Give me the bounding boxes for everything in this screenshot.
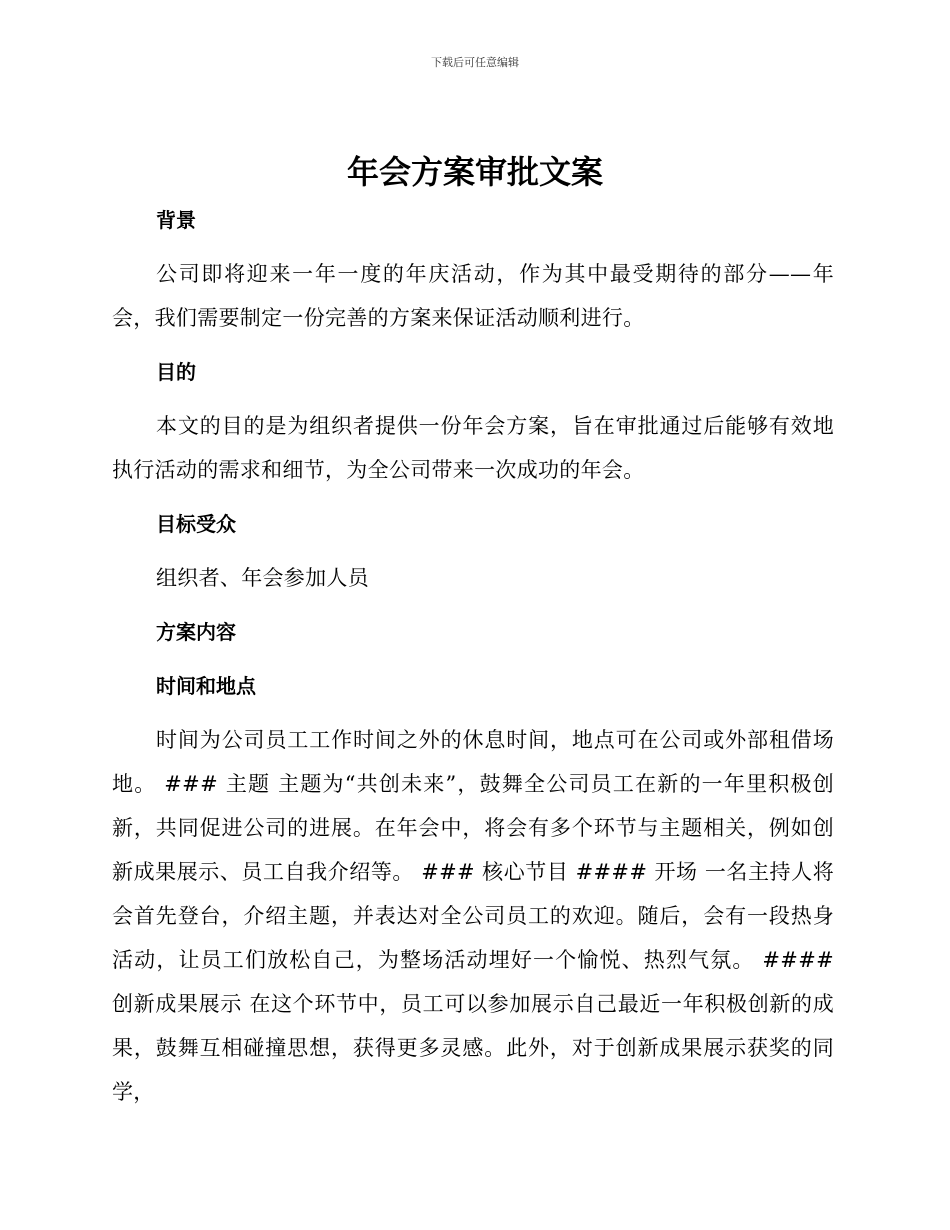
paragraph-background: 公司即将迎来一年一度的年庆活动，作为其中最受期待的部分——年会，我们需要制定一份完善的方案来保证活动顺利进行。 — [112, 262, 834, 330]
section-heading-background: 背景 — [156, 208, 196, 232]
paragraph-audience: 组织者、年会参加人员 — [156, 566, 369, 590]
document-body — [112, 198, 834, 1124]
section-heading-plan-content: 方案内容 — [156, 620, 236, 644]
page-header: 下载后可任意编辑 — [431, 56, 519, 69]
section-heading-time-location: 时间和地点 — [156, 674, 256, 698]
paragraph-purpose: 本文的目的是为组织者提供一份年会方案，旨在审批通过后能够有效地执行活动的需求和细节，为全公司带来一次成功的年会。 — [112, 414, 834, 482]
section-heading-audience: 目标受众 — [156, 512, 236, 536]
paragraph-time-location: 时间为公司员工工作时间之外的休息时间，地点可在公司或外部租借场地。 ### 主题 主题为“共创未来”，鼓舞全公司员工在新的一年里积极创新，共同促进公司的进展。在年会中，将会有多个环节与主题相关，例如创新成果展示、员工自我介绍等。 ### 核心节目 #### 开场 一名主持人将会首先登台，介绍主题，并表达对全公司员工的欢迎。随后，会有一段热身活动，让员工们放松自己，为整场活动埋好一个愉悦、热烈气氛。 #### 创新成果展示 在这个环节中，员工可以参加展示自己最近一年积极创新的成果，鼓舞互相碰撞思想，获得更多灵感。此外，对于创新成果展示获奖的同学， — [112, 728, 834, 1104]
section-heading-purpose: 目的 — [156, 360, 196, 384]
document-title: 年会方案审批文案 — [346, 153, 603, 191]
